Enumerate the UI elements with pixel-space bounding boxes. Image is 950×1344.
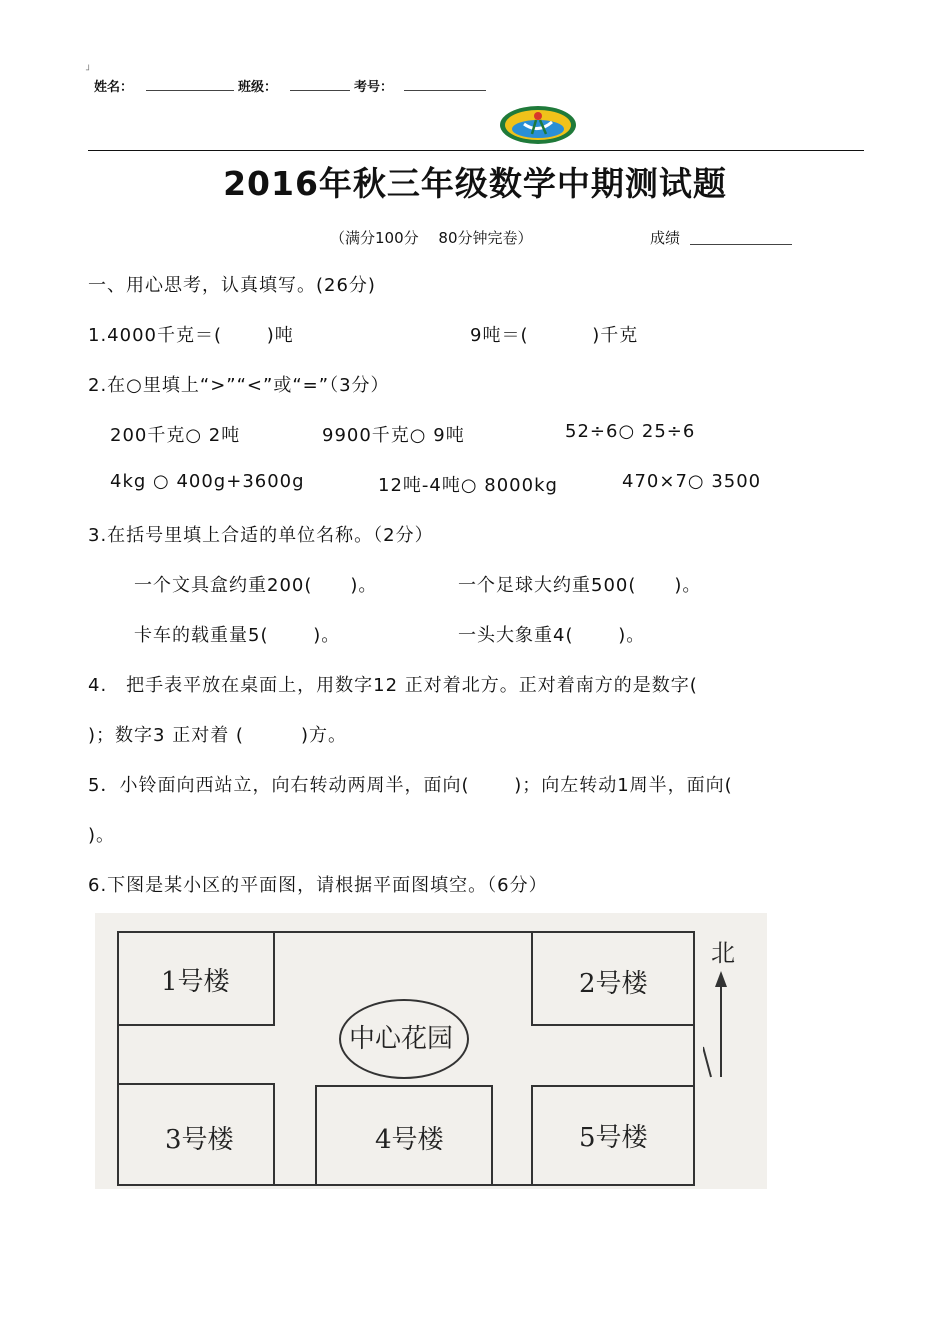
- score-label: 成绩: [650, 229, 681, 247]
- class-field[interactable]: [290, 90, 350, 91]
- q3-item: 一头大象重4( )。: [458, 625, 646, 646]
- q3-prompt: 3.在括号里填上合适的单位名称。（2分）: [88, 525, 434, 546]
- q6-prompt: 6.下图是某小区的平面图，请根据平面图填空。（6分）: [88, 875, 548, 896]
- page-title: 2016年秋三年级数学中期测试题: [223, 164, 727, 203]
- q3-item: 一个文具盒约重200( )。: [134, 575, 378, 596]
- name-label: 姓名：: [94, 80, 134, 95]
- q4-line2: )；数字3 正对着 ( )方。: [88, 725, 347, 746]
- north-arrow-icon: [703, 969, 739, 1079]
- building-4-label: 4号楼: [375, 1125, 444, 1155]
- exam-no-field[interactable]: [404, 90, 486, 91]
- q2-item: 200千克○ 2吨: [110, 425, 241, 446]
- floor-plan: [95, 913, 767, 1189]
- section-heading: 一、用心思考，认真填写。(26分): [88, 275, 376, 296]
- q3-item: 卡车的载重量5( )。: [134, 625, 341, 646]
- score-field[interactable]: [690, 244, 792, 245]
- exam-info: （满分100分 80分钟完卷）: [330, 229, 533, 247]
- q2-prompt: 2.在○里填上“>”“<”或“=”（3分）: [88, 375, 390, 396]
- q2-item: 52÷6○ 25÷6: [565, 421, 696, 442]
- q5-line2: )。: [88, 825, 116, 846]
- q4-line1: 4. 把手表平放在桌面上，用数字12 正对着北方。正对着南方的是数字(: [88, 675, 698, 696]
- school-logo-icon: [498, 104, 578, 146]
- q2-item: 4kg ○ 400g+3600g: [110, 471, 305, 492]
- q2-item: 9900千克○ 9吨: [322, 425, 465, 446]
- center-garden-label: 中心花园: [349, 1024, 454, 1054]
- building-1-label: 1号楼: [161, 967, 230, 997]
- name-field[interactable]: [146, 90, 234, 91]
- q5-line1: 5．小铃面向西站立，向右转动两周半，面向( )；向左转动1周半，面向(: [88, 775, 733, 796]
- building-5-label: 5号楼: [579, 1123, 648, 1153]
- building-2-label: 2号楼: [579, 969, 648, 999]
- corner-mark: ┘: [86, 66, 92, 76]
- q1-part-b: 9吨＝( )千克: [470, 325, 639, 346]
- header-rule: [88, 150, 864, 151]
- exam-no-label: 考号：: [354, 80, 394, 95]
- building-3-label: 3号楼: [165, 1125, 234, 1155]
- north-label: 北: [711, 939, 735, 967]
- q2-item: 12吨-4吨○ 8000kg: [378, 475, 558, 496]
- class-label: 班级：: [238, 80, 278, 95]
- q2-item: 470×7○ 3500: [622, 471, 762, 492]
- q3-item: 一个足球大约重500( )。: [458, 575, 702, 596]
- q1-part-a: 1.4000千克＝( )吨: [88, 325, 294, 346]
